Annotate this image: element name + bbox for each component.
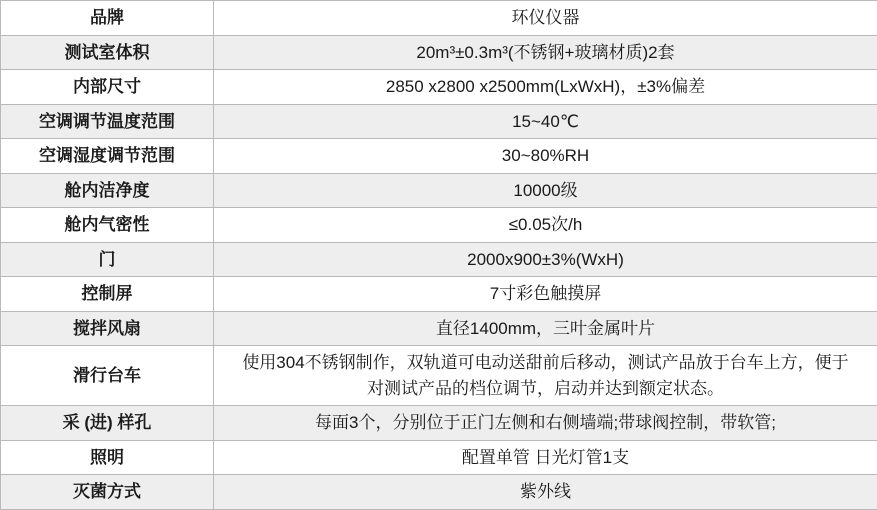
row-value-text: 使用304不锈钢制作，双轨道可电动送甜前后移动，测试产品放于台车上方，便于对测试产品的档位调节，启动并达到额定状态。: [222, 350, 869, 401]
spec-table-body: [1, 1, 877, 510]
table-row: [1, 35, 877, 70]
row-label: 灭菌方式: [1, 475, 214, 510]
table-row: [1, 440, 877, 475]
row-label: 品牌: [1, 1, 214, 36]
row-label: 空调湿度调节范围: [1, 139, 214, 174]
table-row: [1, 242, 877, 277]
row-label: 舱内气密性: [1, 208, 214, 243]
row-value: 20m³±0.3m³(不锈钢+玻璃材质)2套: [214, 35, 877, 70]
row-label: 舱内洁净度: [1, 173, 214, 208]
row-value: 直径1400mm，三叶金属叶片: [214, 311, 877, 346]
row-value: 每面3个，分别位于正门左侧和右侧墙端;带球阀控制，带软管;: [214, 406, 877, 441]
row-label: 采 (进) 样孔: [1, 406, 214, 441]
row-value: 紫外线: [214, 475, 877, 510]
row-label: 测试室体积: [1, 35, 214, 70]
row-label: 滑行台车: [1, 346, 214, 406]
table-row: [1, 311, 877, 346]
row-label: 空调调节温度范围: [1, 104, 214, 139]
table-row: [1, 173, 877, 208]
row-value: 配置单管 日光灯管1支: [214, 440, 877, 475]
table-row: [1, 104, 877, 139]
row-value: 环仪仪器: [214, 1, 877, 36]
row-value: 10000级: [214, 173, 877, 208]
row-value: [214, 346, 877, 406]
row-label: 控制屏: [1, 277, 214, 312]
table-row: [1, 139, 877, 174]
row-value: 30~80%RH: [214, 139, 877, 174]
table-row: [1, 346, 877, 406]
row-label: 门: [1, 242, 214, 277]
table-row: [1, 1, 877, 36]
row-value: 2000x900±3%(WxH): [214, 242, 877, 277]
row-value: 15~40℃: [214, 104, 877, 139]
row-label: 内部尺寸: [1, 70, 214, 105]
row-value: 2850 x2800 x2500mm(LxWxH)，±3%偏差: [214, 70, 877, 105]
table-row: [1, 70, 877, 105]
row-label: 搅拌风扇: [1, 311, 214, 346]
table-row: [1, 406, 877, 441]
table-row: [1, 208, 877, 243]
row-value: 7寸彩色触摸屏: [214, 277, 877, 312]
row-value: ≤0.05次/h: [214, 208, 877, 243]
table-row: [1, 277, 877, 312]
row-label: 照明: [1, 440, 214, 475]
